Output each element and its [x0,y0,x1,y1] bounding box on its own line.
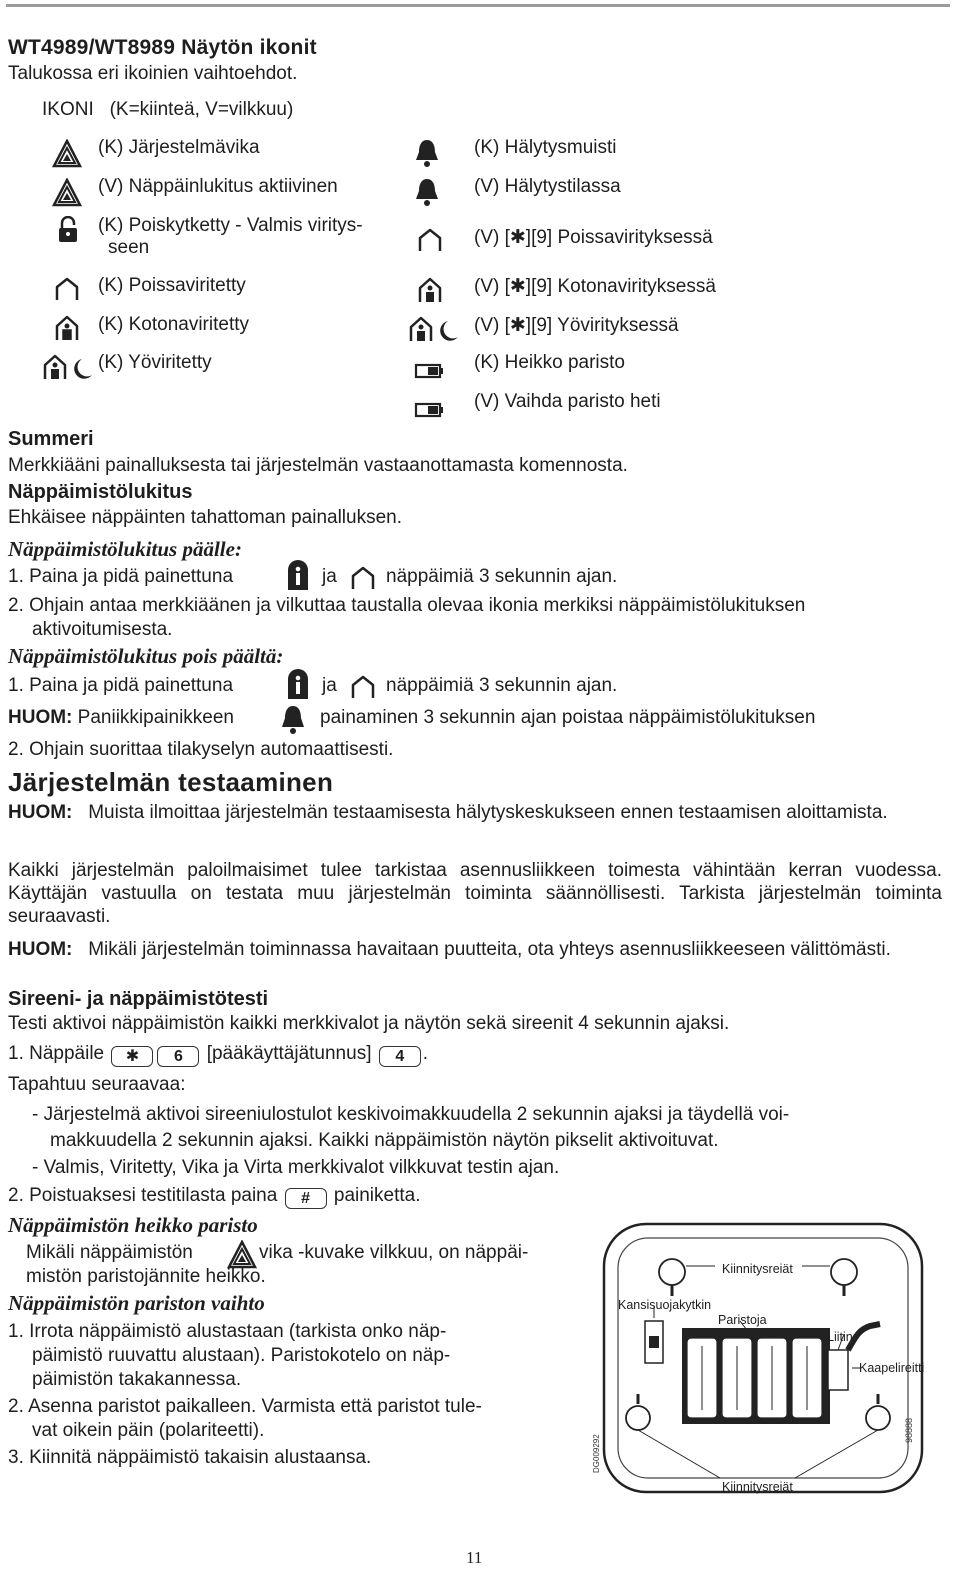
icon-desc-replace-battery: (V) Vaihda paristo heti [474,391,661,412]
siren-step2: 2. Poistuaksesi testitilasta paina # painiketta. [8,1185,421,1207]
key-star: ✱ [111,1046,153,1067]
icon-desc-disarmed-ready: (K) Poiskytketty - Valmis viritys- [98,215,363,236]
icon-desc-away-armed: (K) Poissaviritetty [98,275,246,296]
lock-off-and: ja [322,675,337,696]
testing-paragraph: Kaikki järjestelmän paloilmaisimet tulee tarkistaa asennusliikkeen toimesta vähintään kerran vuodessa. Käyttäjän vastuulla on testata muu järjestelmän toiminta säännöllisesti. Tarkista järjestelmän toiminta seuraavasti. [8,860,942,927]
note-label: HUOM: [8,707,73,728]
low-battery-line1-cont: vika -kuvake vilkkuu, on näppäi- [259,1242,529,1263]
key-6: 6 [157,1046,199,1067]
house-away-icon [350,674,376,700]
icon-desc-night-armed: (K) Yöviritetty [98,352,212,373]
low-battery-line2: mistön paristojännite heikko. [26,1266,266,1287]
bell-icon [414,138,440,168]
icon-desc-away-arming: (V) [✱][9] Poissavirityksessä [474,227,713,248]
battery-change-step1: 1. Irrota näppäimistö alustastaan (tarkista onko näp- [8,1321,447,1342]
icon-desc-alarm-memory: (K) Hälytysmuisti [474,137,617,158]
low-battery-heading: Näppäimistön heikko paristo [8,1213,258,1237]
page-title: WT4989/WT8989 Näytön ikonit [8,36,317,59]
battery-change-step2-cont: vat oikein päin (polariteetti). [32,1420,265,1441]
padlock-open-icon [57,216,79,244]
battery-icon [414,401,444,419]
info-icon [284,669,312,701]
icon-desc-low-battery: (K) Heikko paristo [474,352,625,373]
panic-bell-icon [280,703,306,735]
battery-icon [414,362,444,380]
icon-desc-stay-arming: (V) [✱][9] Kotonavirityksessä [474,276,716,297]
lock-off-step1-end: näppäimiä 3 sekunnin ajan. [386,675,618,696]
label-tamper: Kansisuojakytkin [618,1298,712,1312]
siren-bullet2: - Valmis, Viritetty, Vika ja Virta merkkivalot vilkkuvat testin ajan. [32,1157,560,1178]
siren-heading: Sireeni- ja näppäimistötesti [8,988,269,1010]
house-away-icon [417,227,443,253]
lock-on-step1: 1. Paina ja pidä painettuna [8,566,234,587]
testing-note2: HUOM: Mikäli järjestelmän toiminnassa havaitaan puutteita, ota yhteys asennusliikkeeseen välittömästi. [8,939,891,960]
siren-bullet1: - Järjestelmä aktivoi sireeniulostulot keskivoimakkuudella 2 sekunnin ajaksi ja täydellä voi- [32,1104,790,1125]
lock-note: HUOM: Paniikkipainikkeen [8,707,234,728]
label-cable: Kaapelireitti [859,1361,925,1375]
house-stay-icon [417,276,443,304]
siren-bullet1-cont: makkuudella 2 sekunnin ajaksi. Kaikki näppäimistön näytön pikselit aktivoituvat. [50,1130,719,1151]
top-rule [6,4,950,7]
testing-note1: HUOM: Muista ilmoittaa järjestelmän testaamisesta hälytyskeskukseen ennen testaamisen aloittamista. [8,802,888,823]
trouble-icon [52,178,82,208]
lock-on-heading: Näppäimistölukitus päälle: [8,537,242,561]
battery-change-step2: 2. Asenna paristot paikalleen. Varmista että paristot tule- [8,1396,482,1417]
page-number: 11 [466,1548,483,1567]
lock-off-heading: Näppäimistölukitus pois päältä: [8,644,284,668]
house-away-icon [54,276,80,302]
lock-on-step1-end: näppäimiä 3 sekunnin ajan. [386,566,618,587]
house-away-icon [350,565,376,591]
label-holes-top: Kiinnitysreiät [722,1262,793,1276]
bell-icon [414,177,440,207]
label-batteries: Paristoja [718,1313,767,1327]
icon-desc-keypad-lock: (V) Näppäinlukitus aktiivinen [98,176,338,197]
icon-table-header: IKONI (K=kiinteä, V=vilkkuu) [42,99,294,120]
key-hash: # [285,1188,327,1209]
lock-heading: Näppäimistölukitus [8,481,193,503]
label-holes-bottom: Kiinnitysreiät [722,1480,793,1494]
battery-change-heading: Näppäimistön pariston vaihto [8,1291,265,1315]
house-night-icon [42,353,94,381]
label-connector: Liitin [827,1330,853,1344]
lock-off-step1: 1. Paina ja pidä painettuna [8,675,234,696]
siren-step1: 1. Näppäile ✱ 6 [pääkäyttäjätunnus] 4 . [8,1043,429,1065]
icon-desc-in-alarm: (V) Hälytystilassa [474,176,621,197]
siren-text: Testi aktivoi näppäimistön kaikki merkkivalot ja näytön sekä sireenit 4 sekunnin ajaksi. [8,1013,730,1034]
lock-text: Ehkäisee näppäinten tahattoman painalluksen. [8,507,403,528]
key-4: 4 [379,1046,421,1067]
icon-desc-stay-armed: (K) Kotonaviritetty [98,314,249,335]
lock-on-step2-cont: aktivoitumisesta. [32,619,173,640]
summeri-heading: Summeri [8,428,94,450]
icon-desc-night-arming: (V) [✱][9] Yövirityksessä [474,315,679,336]
testing-heading: Järjestelmän testaaminen [8,767,334,797]
siren-happens: Tapahtuu seuraavaa: [8,1074,186,1095]
battery-change-step1-cont2: päimistön takakannessa. [32,1369,242,1390]
info-icon [284,560,312,592]
diagram-code-right: 98888 [904,1417,914,1443]
lock-off-step2: 2. Ohjain suorittaa tilakyselyn automaattisesti. [8,739,394,760]
diagram-code-left: DG009292 [592,1434,601,1473]
lock-note-cont: painaminen 3 sekunnin ajan poistaa näppäimistölukituksen [320,707,816,728]
summeri-text: Merkkiääni painalluksesta tai järjestelmän vastaanottamasta komennosta. [8,455,628,476]
trouble-icon [52,139,82,169]
lock-on-and: ja [322,566,337,587]
battery-change-step3: 3. Kiinnitä näppäimistö takaisin alustaansa. [8,1447,372,1468]
house-stay-icon [54,314,80,342]
icon-desc-system-trouble: (K) Järjestelmävika [98,137,260,158]
low-battery-line1: Mikäli näppäimistön [26,1242,193,1263]
lock-on-step2: 2. Ohjain antaa merkkiäänen ja vilkuttaa taustalla olevaa ikonia merkiksi näppäimistölukituksen [8,595,806,616]
house-night-icon [408,315,460,343]
battery-change-step1-cont: päimistö ruuvattu alustaan). Paristokotelo on näp- [32,1345,451,1366]
page-subtitle: Talukossa eri ikoinien vaihtoehdot. [8,63,298,84]
icon-desc-disarmed-ready-cont: seen [108,237,150,258]
